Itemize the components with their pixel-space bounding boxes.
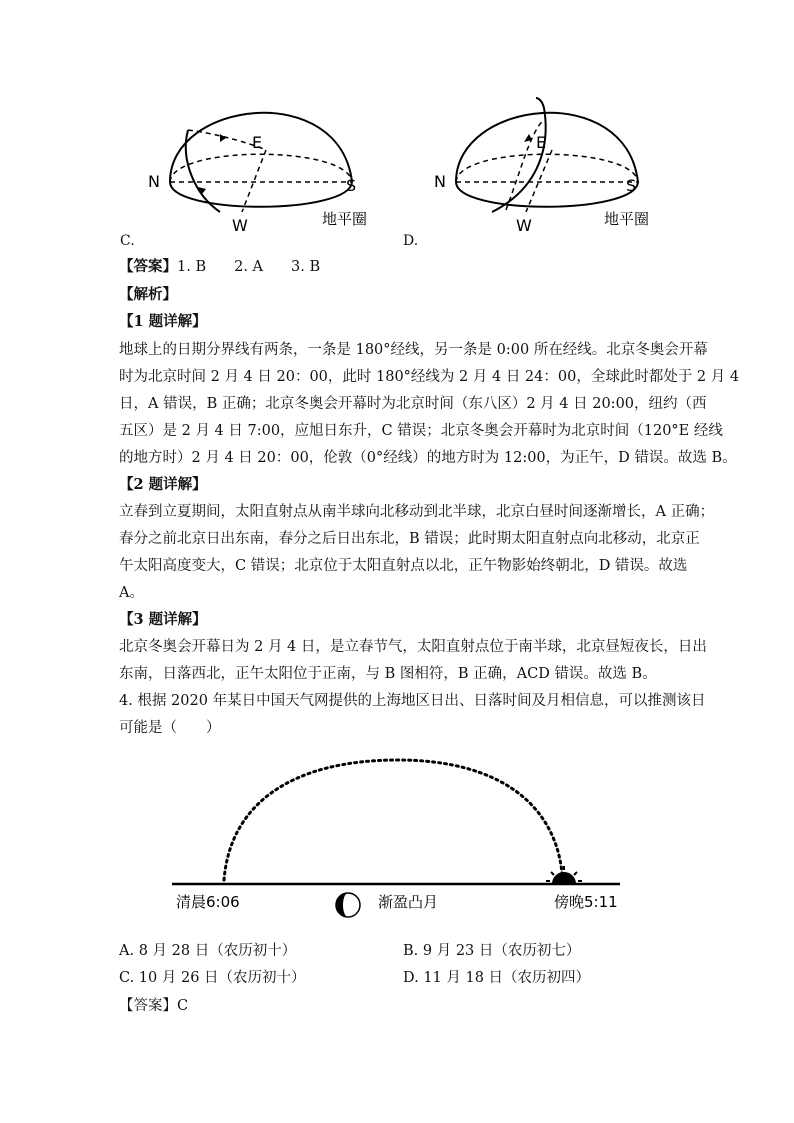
label-s: S [346, 176, 357, 195]
moon-phase-label: 渐盈凸月 [378, 893, 439, 911]
q4-option-d: D. 11 月 18 日（农历初四） [403, 970, 591, 986]
q4-stem: 4. 根据 2020 年某日中国天气网提供的上海地区日出、日落时间及月相信息，可以推测该日 [119, 693, 706, 709]
sun-arc [224, 760, 562, 880]
q1-heading: 【1 题详解】 [119, 313, 207, 330]
horizon-label: 地平圈 [604, 210, 650, 228]
q2-line: 立春到立夏期间，太阳直射点从南半球向北移动到北半球，北京白昼时间逐渐增长，A 正确； [119, 504, 715, 520]
setting-sun-icon [546, 866, 582, 884]
q3-line: 北京冬奥会开幕日为 2 月 4 日，是立春节气，太阳直射点位于南半球，北京昼短夜长，日出 [119, 639, 707, 655]
arrow-icon [220, 134, 226, 142]
q4-option-c: C. 10 月 26 日（农历初十） [119, 970, 306, 986]
dome-arc [456, 113, 638, 182]
q1-line: 时为北京时间 2 月 4 日 20：00，此时 180°经线为 2 月 4 日 24：00，全球此时都处于 2 月 4 [119, 369, 740, 385]
label-e: E [252, 133, 263, 152]
horizon-back [170, 154, 352, 182]
horizon-front [456, 182, 638, 207]
q1-line: 五区）是 2 月 4 日 7:00，应旭日东升，C 错误；北京冬奥会开幕时为北京时间（120°E 经线 [119, 423, 723, 439]
q4-answer: 【答案】C [119, 998, 189, 1014]
ew-line [242, 150, 266, 212]
diagram-d [426, 90, 666, 240]
sunrise-label: 清晨6:06 [176, 893, 240, 911]
answer-2: 2. A [234, 259, 264, 275]
label-e: E [536, 133, 547, 152]
analysis-heading: 【解析】 [119, 286, 177, 303]
option-d-label: D. [403, 233, 419, 249]
q3-heading: 【3 题详解】 [119, 611, 207, 628]
answer-line [119, 258, 320, 276]
diagram-c [140, 90, 380, 240]
horizon-back [456, 154, 638, 182]
q2-line: 春分之前北京日出东南，春分之后日出东北，B 错误；此时期太阳直射点向北移动，北京正 [119, 531, 700, 547]
q1-line: 日，A 错误，B 正确；北京冬奥会开幕时为北京时间（东八区）2 月 4 日 20:00，纽约（西 [119, 396, 707, 412]
label-n: N [148, 172, 160, 191]
waxing-gibbous-moon-icon [336, 893, 360, 917]
sunset-label: 傍晚5:11 [554, 893, 618, 911]
q3-line: 东南，日落西北，正午太阳位于正南，与 B 图相符，B 正确，ACD 错误。故选 B。 [119, 666, 657, 682]
answer-3: 3. B [291, 259, 321, 275]
q4-stem: 可能是（ ） [119, 720, 221, 736]
answer-1: 1. B [177, 259, 207, 275]
q2-heading: 【2 题详解】 [119, 476, 207, 493]
option-c-label: C. [120, 233, 135, 249]
q1-line: 地球上的日期分界线有两条，一条是 180°经线，另一条是 0:00 所在经线。北京冬奥会开幕 [119, 342, 708, 358]
label-w: W [516, 216, 532, 235]
q4-option-b: B. 9 月 23 日（农历初七） [403, 943, 581, 959]
q4-option-a: A. 8 月 28 日（农历初十） [119, 943, 297, 959]
label-w: W [232, 216, 248, 235]
sun-path-solid [186, 130, 220, 212]
label-s: S [626, 176, 637, 195]
label-n: N [434, 172, 446, 191]
answer-bracket: 【答案】 [119, 258, 177, 275]
horizon-label: 地平圈 [322, 210, 368, 228]
sun-path-figure [170, 745, 630, 925]
q2-line: A。 [119, 585, 144, 601]
q2-line: 午太阳高度变大，C 错误；北京位于太阳直射点以北，正午物影始终朝北，D 错误。故选 [119, 558, 688, 574]
q1-line: 的地方时）2 月 4 日 20：00，伦敦（0°经线）的地方时为 12:00，为正午，D 错误。故选 B。 [119, 450, 737, 466]
